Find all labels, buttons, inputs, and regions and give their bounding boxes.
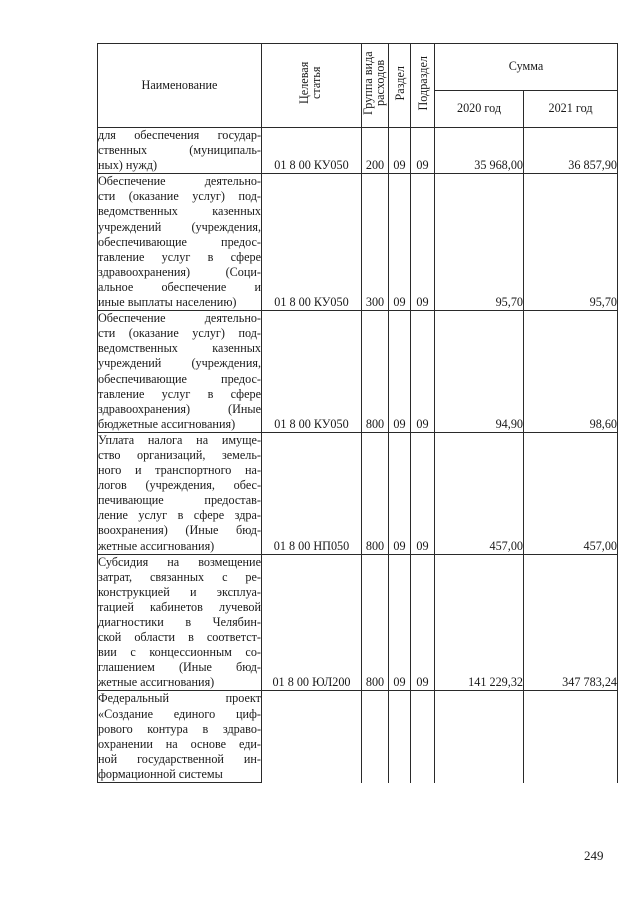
header-target-article: Целевая статья [262, 44, 362, 128]
row-name [98, 432, 262, 554]
row-name-line: ной государственной ин- [98, 751, 261, 766]
row-name-line: «Создание единого циф- [98, 706, 261, 721]
row-sum-2020: 141 229,32 [435, 554, 524, 691]
row-target-article: 01 8 00 КУ050 [262, 174, 362, 311]
row-name [98, 691, 262, 783]
row-section [389, 691, 411, 783]
row-name-line: жетные ассигнования) [98, 675, 215, 690]
table-body [98, 128, 618, 783]
row-name [98, 128, 262, 174]
row-name-line: бюджетные ассигнования) [98, 416, 236, 431]
row-name-line: учреждений (учреждения, [98, 219, 261, 234]
row-subsection: 09 [411, 554, 435, 691]
row-name-line: конструкцией и эксплуа- [98, 584, 261, 599]
row-sum-2021: 457,00 [524, 432, 618, 554]
row-target-article: 01 8 00 КУ050 [262, 128, 362, 174]
row-section: 09 [389, 174, 411, 311]
row-name-line: сти (оказание услуг) под- [98, 326, 261, 341]
row-name-line: для обеспечения государ- [98, 128, 261, 142]
row-sum-2021: 98,60 [524, 311, 618, 433]
row-name-line: воохранения) (Иные бюд- [98, 523, 261, 538]
row-name-line: формационной системы [98, 766, 223, 781]
row-expense-group: 800 [362, 311, 389, 433]
row-name-line: тавление услуг в сфере [98, 386, 261, 401]
row-sum-2020: 94,90 [435, 311, 524, 433]
header-subsection: Подраздел [411, 44, 435, 128]
row-name-line: логов (учреждения, обес- [98, 478, 261, 493]
row-name-line: обеспечивающие предос- [98, 234, 261, 249]
table-row [98, 554, 618, 691]
row-expense-group [362, 691, 389, 783]
row-name-line: тавление услуг в сфере [98, 249, 261, 264]
row-name-line: ведомственных казенных [98, 204, 261, 219]
row-expense-group: 300 [362, 174, 389, 311]
row-section: 09 [389, 432, 411, 554]
row-name-line: иные выплаты населению) [98, 295, 237, 310]
row-subsection: 09 [411, 128, 435, 174]
row-target-article [262, 691, 362, 783]
page-number: 249 [584, 848, 604, 863]
row-name-line: сти (оказание услуг) под- [98, 189, 261, 204]
header-section: Раздел [389, 44, 411, 128]
row-name-line: охранении на основе еди- [98, 736, 261, 751]
row-name-line: ство организаций, земель- [98, 447, 261, 462]
row-name [98, 554, 262, 691]
row-name-line: тацией кабинетов лучевой [98, 599, 261, 614]
row-sum-2021: 347 783,24 [524, 554, 618, 691]
row-name-line: Обеспечение деятельно- [98, 311, 261, 326]
row-name-line: альное обеспечение и [98, 279, 261, 294]
row-name-line: глашением (Иные бюд- [98, 660, 261, 675]
row-sum-2021: 36 857,90 [524, 128, 618, 174]
row-name-line: Федеральный проект [98, 691, 261, 706]
row-name-line: ской области в соответст- [98, 630, 261, 645]
row-target-article: 01 8 00 КУ050 [262, 311, 362, 433]
row-name-line: обеспечивающие предос- [98, 371, 261, 386]
header-sum: Сумма [435, 44, 618, 91]
row-name-line: жетные ассигнования) [98, 538, 215, 553]
header-year-2021: 2021 год [524, 91, 618, 128]
row-sum-2020 [435, 691, 524, 783]
table-row [98, 311, 618, 433]
header-expense-group: Группа вида расходов [362, 44, 389, 128]
header-name: Наименование [98, 44, 262, 128]
row-expense-group: 200 [362, 128, 389, 174]
budget-table [97, 43, 618, 783]
row-target-article: 01 8 00 ЮЛ200 [262, 554, 362, 691]
row-name-line: диагностики в Челябин- [98, 615, 261, 629]
row-subsection: 09 [411, 311, 435, 433]
row-sum-2020: 35 968,00 [435, 128, 524, 174]
row-name-line: печивающие предостав- [98, 493, 261, 508]
table-row [98, 691, 618, 783]
row-name-line: затрат, связанных с ре- [98, 569, 261, 584]
row-subsection: 09 [411, 432, 435, 554]
row-name [98, 311, 262, 433]
row-name-line: здравоохранения) (Соци- [98, 264, 261, 279]
row-name-line: ственных (муниципаль- [98, 143, 261, 158]
row-name-line: ного и транспортного на- [98, 463, 261, 478]
row-name-line: вии с концессионным со- [98, 645, 261, 660]
row-name [98, 174, 262, 311]
row-name-line: ных) нужд) [98, 158, 158, 173]
row-name-line: ведомственных казенных [98, 341, 261, 356]
row-name-line: учреждений (учреждения, [98, 356, 261, 371]
row-name-line: ление услуг в сфере здра- [98, 508, 261, 523]
row-subsection: 09 [411, 174, 435, 311]
row-expense-group: 800 [362, 554, 389, 691]
row-section: 09 [389, 128, 411, 174]
row-section: 09 [389, 311, 411, 433]
row-name-line: рового контура в здраво- [98, 721, 261, 736]
table-row [98, 128, 618, 174]
row-sum-2020: 95,70 [435, 174, 524, 311]
row-name-line: Обеспечение деятельно- [98, 174, 261, 189]
row-expense-group: 800 [362, 432, 389, 554]
row-name-line: здравоохранения) (Иные [98, 401, 261, 416]
row-subsection [411, 691, 435, 783]
row-section: 09 [389, 554, 411, 691]
row-sum-2021: 95,70 [524, 174, 618, 311]
table-row [98, 174, 618, 311]
row-target-article: 01 8 00 НП050 [262, 432, 362, 554]
header-year-2020: 2020 год [435, 91, 524, 128]
row-sum-2020: 457,00 [435, 432, 524, 554]
row-name-line: Уплата налога на имуще- [98, 432, 261, 447]
table-row [98, 432, 618, 554]
row-name-line: Субсидия на возмещение [98, 554, 261, 569]
row-sum-2021 [524, 691, 618, 783]
